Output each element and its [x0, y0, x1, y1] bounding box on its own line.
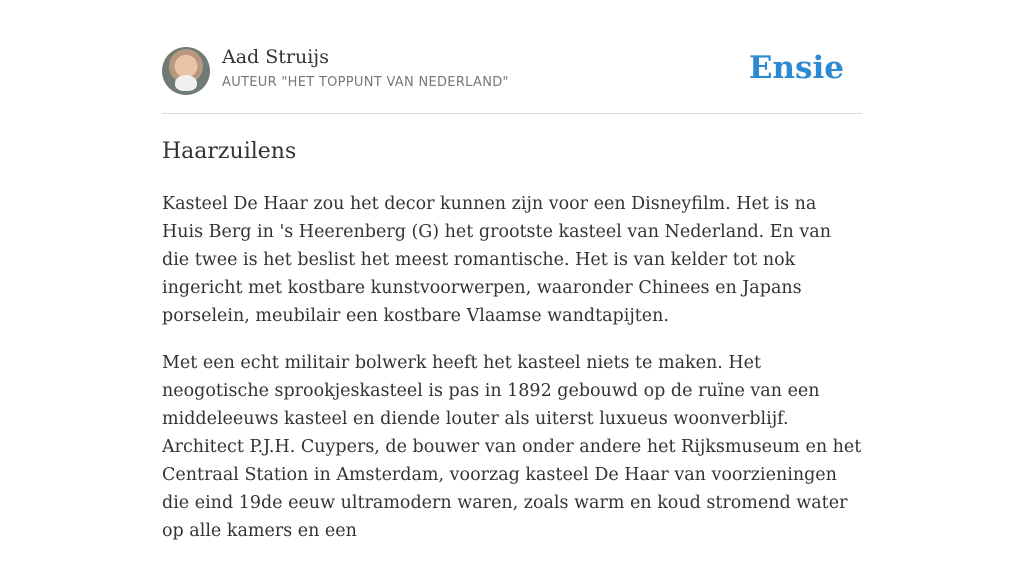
author-role: AUTEUR "HET TOPPUNT VAN NEDERLAND" — [222, 75, 509, 90]
author-header — [162, 0, 862, 114]
author-name[interactable]: Aad Struijs — [222, 46, 329, 68]
article-paragraph: Met een echt militair bolwerk heeft het kasteel niets te maken. Het neogotische sprookjeskasteel is pas in 1892 gebouwd op de ruïne van een middeleeuws kasteel en diende louter als uiterst luxueus woonverblijf. Architect P.J.H. Cuypers, de bouwer van onder andere het Rijksmuseum en het Centraal Station in Amsterdam, voorzag kasteel De Haar van voorzieningen die eind 19de eeuw ultramodern waren, zoals warm en koud stromend water op alle kamers en een — [162, 353, 862, 541]
ensie-logo[interactable]: Ensie — [748, 50, 844, 86]
article-title: Haarzuilens — [162, 139, 297, 164]
article-body — [162, 190, 862, 564]
article-card — [162, 0, 862, 541]
author-avatar[interactable] — [162, 47, 210, 95]
article-paragraph: Kasteel De Haar zou het decor kunnen zijn voor een Disneyfilm. Het is na Huis Berg in 's Heerenberg (G) het grootste kasteel van Nederland. En van die twee is het beslist het meest romantische. Het is van kelder tot nok ingericht met kostbare kunstvoorwerpen, waaronder Chinees en Japans porselein, meubilair een kostbare Vlaamse wandtapijten. — [162, 194, 831, 326]
